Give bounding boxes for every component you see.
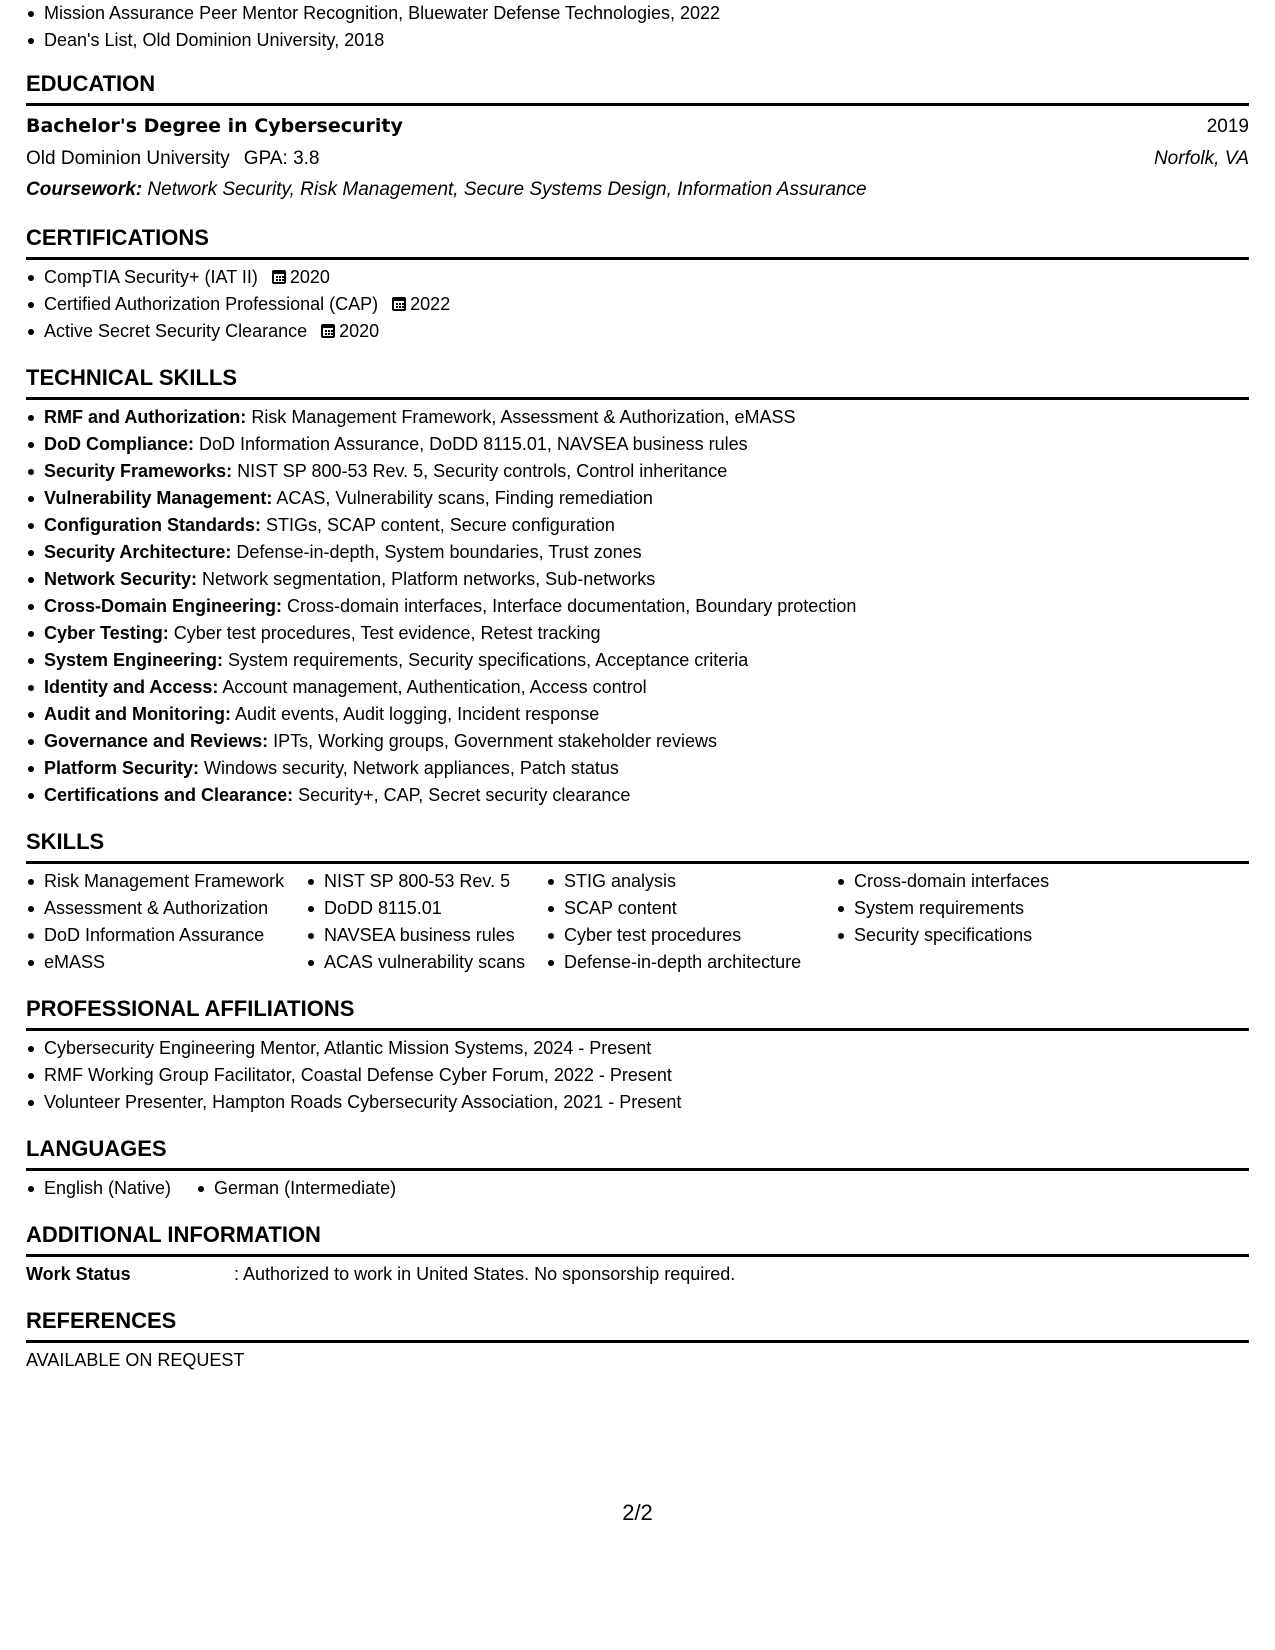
skills-column	[546, 868, 836, 976]
skill-category: RMF and Authorization:	[44, 407, 247, 427]
section-title-languages: LANGUAGES	[26, 1136, 1249, 1171]
certification-year: 2020	[289, 267, 330, 287]
skills-column	[26, 868, 306, 976]
resume-page	[26, 0, 1249, 1374]
section-title-education: EDUCATION	[26, 71, 1249, 106]
skill-details: STIGs, SCAP content, Secure configuration	[261, 515, 615, 535]
section-title-certifications: CERTIFICATIONS	[26, 225, 1249, 260]
skill-item: Cyber test procedures	[546, 922, 836, 949]
skills-column	[836, 868, 1136, 976]
skill-details: System requirements, Security specifications, Acceptance criteria	[223, 650, 749, 670]
skill-category: Network Security:	[44, 569, 198, 589]
calendar-icon	[321, 324, 335, 338]
education-institution-row	[26, 143, 1249, 174]
technical-skill-item	[26, 512, 1249, 539]
awards-list	[26, 0, 1249, 54]
certifications-section	[26, 225, 1249, 345]
additional-info-section	[26, 1222, 1249, 1288]
technical-skill-item	[26, 647, 1249, 674]
technical-skills-section	[26, 365, 1249, 809]
award-item: Mission Assurance Peer Mentor Recognition, Bluewater Defense Technologies, 2022	[26, 0, 1249, 27]
skill-item: NAVSEA business rules	[306, 922, 546, 949]
education-coursework	[26, 174, 1249, 205]
skill-item: DoD Information Assurance	[26, 922, 306, 949]
skill-category: Identity and Access:	[44, 677, 219, 697]
affiliation-item: RMF Working Group Facilitator, Coastal Defense Cyber Forum, 2022 - Present	[26, 1062, 1249, 1089]
references-section	[26, 1308, 1249, 1374]
skill-category: System Engineering:	[44, 650, 224, 670]
skill-item: Assessment & Authorization	[26, 895, 306, 922]
skill-details: Account management, Authentication, Access control	[218, 677, 647, 697]
work-status-row	[26, 1261, 1249, 1288]
skill-details: NIST SP 800-53 Rev. 5, Security controls, Control inheritance	[232, 461, 728, 481]
technical-skill-item	[26, 593, 1249, 620]
skill-details: Windows security, Network appliances, Patch status	[199, 758, 619, 778]
education-year: 2019	[1206, 116, 1249, 137]
technical-skill-item	[26, 458, 1249, 485]
affiliation-item: Cybersecurity Engineering Mentor, Atlantic Mission Systems, 2024 - Present	[26, 1035, 1249, 1062]
skill-category: DoD Compliance:	[44, 434, 195, 454]
technical-skill-item	[26, 728, 1249, 755]
skill-category: Security Frameworks:	[44, 461, 233, 481]
certification-item	[26, 291, 1249, 318]
section-title-additional-info: ADDITIONAL INFORMATION	[26, 1222, 1249, 1257]
certification-name: Certified Authorization Professional (CAP)	[44, 294, 379, 314]
skill-item: Risk Management Framework	[26, 868, 306, 895]
skill-category: Security Architecture:	[44, 542, 232, 562]
skill-details: Network segmentation, Platform networks, Sub-networks	[197, 569, 656, 589]
skill-details: Cross-domain interfaces, Interface documentation, Boundary protection	[282, 596, 857, 616]
section-title-technical-skills: TECHNICAL SKILLS	[26, 365, 1249, 400]
award-item: Dean's List, Old Dominion University, 2018	[26, 27, 1249, 54]
education-degree: Bachelor's Degree in Cybersecurity	[26, 115, 403, 137]
skill-details: ACAS, Vulnerability scans, Finding remediation	[272, 488, 653, 508]
skill-details: IPTs, Working groups, Government stakeholder reviews	[268, 731, 717, 751]
skills-grid	[26, 868, 1249, 976]
skills-section	[26, 829, 1249, 976]
affiliations-section	[26, 996, 1249, 1116]
skill-category: Vulnerability Management:	[44, 488, 273, 508]
affiliations-list	[26, 1035, 1249, 1116]
technical-skill-item	[26, 701, 1249, 728]
coursework-label: Coursework:	[26, 179, 143, 200]
languages-list	[26, 1175, 1249, 1202]
technical-skill-item	[26, 755, 1249, 782]
skill-details: Risk Management Framework, Assessment & Authorization, eMASS	[246, 407, 796, 427]
page-number: 2/2	[622, 1500, 653, 1525]
coursework-list: Network Security, Risk Management, Secure Systems Design, Information Assurance	[147, 179, 867, 200]
skill-details: Defense-in-depth, System boundaries, Trust zones	[231, 542, 642, 562]
education-section	[26, 71, 1249, 205]
skill-item: DoDD 8115.01	[306, 895, 546, 922]
skill-category: Certifications and Clearance:	[44, 785, 294, 805]
technical-skills-list	[26, 404, 1249, 809]
section-title-references: REFERENCES	[26, 1308, 1249, 1343]
education-degree-row	[26, 110, 1249, 143]
calendar-icon	[272, 270, 286, 284]
skill-item: NIST SP 800-53 Rev. 5	[306, 868, 546, 895]
technical-skill-item	[26, 539, 1249, 566]
calendar-icon	[392, 297, 406, 311]
skills-column	[306, 868, 546, 976]
education-location: Norfolk, VA	[1153, 148, 1249, 169]
education-institution: Old Dominion University	[26, 148, 230, 169]
certification-year: 2022	[410, 294, 451, 314]
skill-details: Cyber test procedures, Test evidence, Retest tracking	[168, 623, 601, 643]
skill-category: Cross-Domain Engineering:	[44, 596, 283, 616]
skill-category: Governance and Reviews:	[44, 731, 269, 751]
education-institution-line	[26, 143, 319, 174]
section-title-affiliations: PROFESSIONAL AFFILIATIONS	[26, 996, 1249, 1031]
technical-skill-item	[26, 674, 1249, 701]
skill-category: Configuration Standards:	[44, 515, 261, 535]
skill-item: SCAP content	[546, 895, 836, 922]
technical-skill-item	[26, 566, 1249, 593]
skill-details: DoD Information Assurance, DoDD 8115.01, NAVSEA business rules	[194, 434, 748, 454]
skill-details: Security+, CAP, Secret security clearance	[293, 785, 631, 805]
technical-skill-item	[26, 620, 1249, 647]
skill-item: STIG analysis	[546, 868, 836, 895]
certification-name: CompTIA Security+ (IAT II)	[44, 267, 258, 287]
languages-section	[26, 1136, 1249, 1202]
technical-skill-item	[26, 404, 1249, 431]
skill-item: Security specifications	[836, 922, 1136, 949]
work-status-value: : Authorized to work in United States. No sponsorship required.	[234, 1264, 736, 1284]
certification-year: 2020	[339, 321, 380, 341]
section-title-skills: SKILLS	[26, 829, 1249, 864]
skill-category: Audit and Monitoring:	[44, 704, 231, 724]
affiliation-item: Volunteer Presenter, Hampton Roads Cybersecurity Association, 2021 - Present	[26, 1089, 1249, 1116]
skill-item: System requirements	[836, 895, 1136, 922]
skill-category: Cyber Testing:	[44, 623, 169, 643]
skill-item: ACAS vulnerability scans	[306, 949, 546, 976]
technical-skill-item	[26, 485, 1249, 512]
work-status-label: Work Status	[26, 1264, 131, 1284]
education-gpa: GPA: 3.8	[243, 148, 320, 169]
references-text: AVAILABLE ON REQUEST	[26, 1350, 245, 1370]
skill-details: Audit events, Audit logging, Incident response	[230, 704, 600, 724]
skill-item: Cross-domain interfaces	[836, 868, 1136, 895]
certification-item	[26, 264, 1249, 291]
certification-item	[26, 318, 1249, 345]
technical-skill-item	[26, 431, 1249, 458]
skill-item: eMASS	[26, 949, 306, 976]
language-item: German (Intermediate)	[196, 1175, 396, 1202]
technical-skill-item	[26, 782, 1249, 809]
certifications-list	[26, 264, 1249, 345]
certification-name: Active Secret Security Clearance	[44, 321, 308, 341]
skill-category: Platform Security:	[44, 758, 200, 778]
language-item: English (Native)	[26, 1175, 171, 1202]
skill-item: Defense-in-depth architecture	[546, 949, 836, 976]
